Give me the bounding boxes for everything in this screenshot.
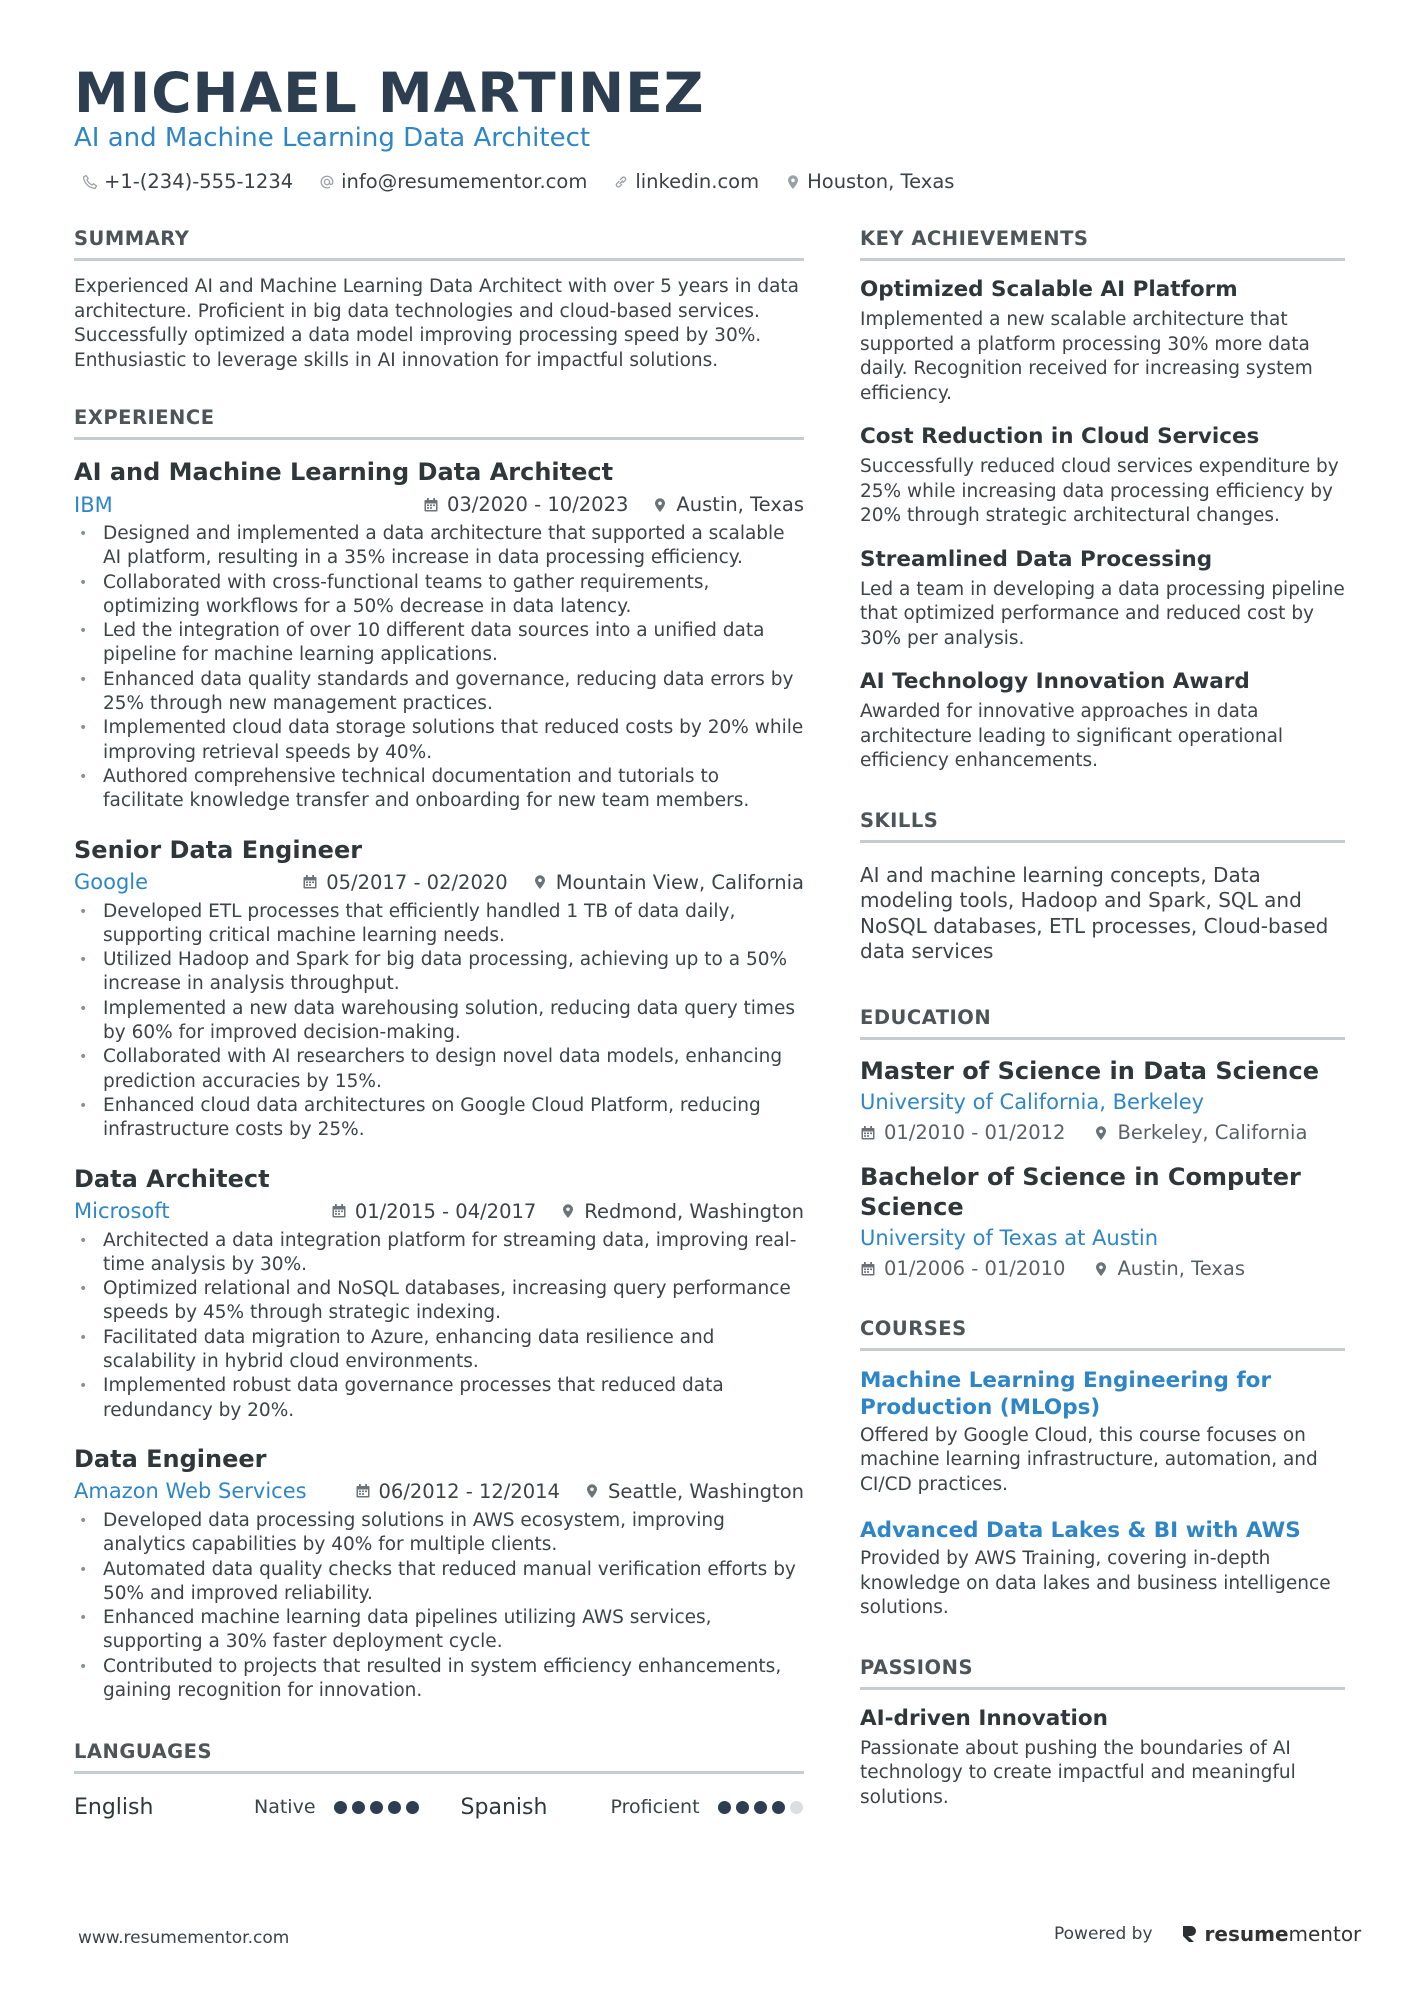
achievement-title: AI Technology Innovation Award (860, 669, 1250, 694)
contact-linkedin-text: linkedin.com (635, 170, 760, 193)
achievements-section (860, 226, 1345, 774)
at-icon (319, 174, 335, 190)
courses-section (860, 1316, 1345, 1621)
rating-dot (334, 1801, 347, 1814)
company-name: Amazon Web Services (74, 1479, 307, 1504)
job-date-location (423, 493, 804, 516)
location-icon (560, 1203, 576, 1219)
course-title: Advanced Data Lakes & BI with AWS (860, 1518, 1301, 1543)
job-meta (74, 866, 804, 899)
achievement-item (860, 275, 1345, 406)
language-rating (718, 1801, 803, 1814)
job-bullet: • Implemented cloud data storage solutions that reduced costs by 20% while improving retrieval speeds by 40%. (74, 716, 804, 765)
job-date-location (331, 1200, 804, 1223)
job-location: Austin, Texas (676, 493, 804, 516)
education-meta (860, 1118, 1345, 1148)
passion-item (860, 1704, 1345, 1811)
education-heading: EDUCATION (860, 1005, 1345, 1040)
job-bullet: • Developed data processing solutions in AWS ecosystem, improving analytics capabilities by 40% for multiple clients. (74, 1509, 804, 1558)
job-title: Senior Data Engineer (74, 835, 363, 864)
calendar-icon (860, 1261, 876, 1277)
education-school: University of Texas at Austin (860, 1225, 1159, 1250)
rating-dot (754, 1801, 767, 1814)
skills-text: AI and machine learning concepts, Data modeling tools, Hadoop and Spark, SQL and NoSQL databases, ETL processes, Cloud-based data services (860, 862, 1329, 963)
contact-email[interactable] (319, 168, 587, 196)
calendar-icon (860, 1125, 876, 1141)
company-name: Google (74, 870, 149, 895)
phone-icon (82, 174, 98, 190)
location-icon (584, 1483, 600, 1499)
job-bullet: • Contributed to projects that resulted in system efficiency enhancements, gaining recognition for innovation. (74, 1655, 804, 1704)
brand-name-rest: mentor (1288, 1922, 1362, 1946)
education-school: University of California, Berkeley (860, 1089, 1205, 1114)
job-bullet: • Implemented a new data warehousing solution, reducing data query times by 60% for improved decision-making. (74, 997, 804, 1046)
achievement-title: Optimized Scalable AI Platform (860, 277, 1238, 302)
job-entry (74, 1443, 804, 1703)
job-bullet: • Facilitated data migration to Azure, enhancing data resilience and scalability in hybrid cloud environments. (74, 1326, 804, 1375)
achievement-title: Streamlined Data Processing (860, 546, 1213, 572)
job-bullet: • Authored comprehensive technical documentation and tutorials to facilitate knowledge transfer and onboarding for new team members. (74, 765, 804, 814)
job-meta (74, 1475, 804, 1508)
location-icon (1093, 1261, 1109, 1277)
course-title: Machine Learning Engineering for Production (MLOps) (860, 1367, 1272, 1420)
contact-linkedin[interactable] (613, 168, 759, 196)
brand-name-bold: resume (1204, 1922, 1289, 1946)
language-level: Native (254, 1796, 316, 1819)
education-item (860, 1162, 1345, 1284)
achievement-text: Led a team in developing a data processing pipeline that optimized performance and reduced cost by 30% per analysis. (860, 578, 1345, 649)
job-bullet: • Collaborated with cross-functional teams to gather requirements, optimizing workflows for a 50% decrease in data latency. (74, 571, 804, 620)
rating-dot (406, 1801, 419, 1814)
summary-section (74, 226, 804, 373)
achievement-text: Implemented a new scalable architecture that supported a platform processing 30% more data daily. Recognition received for increasing system efficiency. (860, 309, 1313, 404)
calendar-icon (331, 1203, 347, 1219)
courses-heading: COURSES (860, 1316, 1345, 1351)
education-location: Austin, Texas (1117, 1257, 1246, 1280)
rating-dot (718, 1801, 731, 1814)
location-icon (532, 874, 548, 890)
link-icon (613, 174, 629, 190)
job-bullet: • Optimized relational and NoSQL databases, increasing query performance speeds by 45% through strategic indexing. (74, 1277, 804, 1326)
course-text: Offered by Google Cloud, this course focuses on machine learning infrastructure, automation, and CI/CD practices. (860, 1424, 1318, 1495)
brand-logo[interactable] (1181, 1922, 1362, 1946)
education-dates: 01/2006 - 01/2010 (884, 1257, 1066, 1280)
location-icon (652, 497, 668, 513)
job-dates: 06/2012 - 12/2014 (378, 1479, 560, 1503)
language-level: Proficient (610, 1796, 700, 1819)
job-meta (74, 1195, 804, 1228)
job-location: Redmond, Washington (584, 1199, 804, 1223)
course-text: Provided by AWS Training, covering in-depth knowledge on data lakes and business intelligence solutions. (860, 1548, 1331, 1618)
contact-email-text: info@resumementor.com (341, 170, 588, 193)
job-bullet: • Utilized Hadoop and Spark for big data processing, achieving up to a 50% increase in analysis throughput. (74, 948, 804, 997)
rating-dot (790, 1801, 803, 1814)
job-date-location (302, 871, 804, 894)
education-meta (860, 1254, 1345, 1284)
job-bullet: • Automated data quality checks that reduced manual verification efforts by 50% and improved reliability. (74, 1558, 804, 1607)
summary-text: Experienced AI and Machine Learning Data Architect with over 5 years in data architecture. Proficient in big data technologies and cloud-based services. Successfully optimized a data model improving processing speed by 30%. Enthusiastic to leverage skills in AI innovation for impactful solutions. (74, 276, 799, 371)
powered-by-label: Powered by (1054, 1924, 1153, 1944)
job-bullet: • Architected a data integration platform for streaming data, improving real-time analysis by 30%. (74, 1229, 804, 1278)
contact-phone[interactable] (82, 168, 293, 196)
candidate-name: MICHAEL MARTINEZ (74, 61, 705, 125)
job-title: AI and Machine Learning Data Architect (74, 458, 614, 486)
job-dates: 01/2015 - 04/2017 (354, 1199, 537, 1223)
job-entry (74, 834, 804, 1143)
job-meta (74, 488, 804, 521)
experience-section (74, 405, 804, 1703)
brand-mark-icon (1181, 1924, 1199, 1944)
education-section (860, 1005, 1345, 1284)
passions-section (860, 1655, 1345, 1811)
education-dates: 01/2010 - 01/2012 (884, 1121, 1066, 1144)
languages-row (74, 1790, 804, 1824)
contact-bar (82, 168, 954, 196)
achievement-item (860, 422, 1345, 529)
education-degree: Bachelor of Science in Computer Science (860, 1162, 1301, 1221)
education-degree: Master of Science in Data Science (860, 1056, 1319, 1085)
achievement-title: Cost Reduction in Cloud Services (860, 424, 1260, 449)
rating-dot (370, 1801, 383, 1814)
job-bullet: • Collaborated with AI researchers to design novel data models, enhancing prediction accuracies by 15%. (74, 1045, 804, 1094)
experience-heading: EXPERIENCE (74, 405, 804, 440)
job-bullet: • Enhanced data quality standards and governance, reducing data errors by 25% through new management practices. (74, 668, 804, 717)
languages-section (74, 1739, 804, 1824)
location-icon (1093, 1125, 1109, 1141)
achievement-item (860, 667, 1345, 774)
job-bullets (74, 522, 804, 814)
job-location: Seattle, Washington (607, 1479, 804, 1503)
rating-dot (388, 1801, 401, 1814)
achievement-item (860, 545, 1345, 652)
footer-powered (1054, 1922, 1361, 1946)
calendar-icon (423, 497, 439, 513)
location-icon (785, 174, 801, 190)
job-title: Data Engineer (74, 1444, 267, 1473)
brand-name (1205, 1922, 1362, 1946)
job-entry (74, 1163, 804, 1423)
job-title: Data Architect (74, 1164, 270, 1193)
job-bullets (74, 1229, 804, 1423)
achievements-heading: KEY ACHIEVEMENTS (860, 226, 1345, 261)
company-name: IBM (74, 492, 113, 517)
company-name: Microsoft (74, 1199, 170, 1224)
languages-heading: LANGUAGES (74, 1739, 804, 1774)
job-dates: 03/2020 - 10/2023 (446, 493, 629, 516)
passion-text: Passionate about pushing the boundaries of AI technology to create impactful and meaningful solutions. (860, 1737, 1296, 1808)
rating-dot (736, 1801, 749, 1814)
language-name: Spanish (460, 1794, 548, 1820)
job-entry (74, 456, 804, 814)
achievement-text: Successfully reduced cloud services expenditure by 25% while increasing data processing efficiency by 20% through strategic architectural changes. (860, 456, 1339, 526)
passion-title: AI-driven Innovation (860, 1705, 1108, 1731)
job-bullet: • Developed ETL processes that efficiently handled 1 TB of data daily, supporting critical machine learning needs. (74, 900, 804, 949)
education-item (860, 1056, 1345, 1148)
job-bullets (74, 900, 804, 1143)
job-location: Mountain View, California (555, 870, 804, 894)
job-date-location (355, 1480, 804, 1503)
contact-location-text: Houston, Texas (807, 170, 955, 193)
skills-section (860, 808, 1345, 965)
job-bullet: • Enhanced machine learning data pipelines utilizing AWS services, supporting a 30% faster deployment cycle. (74, 1606, 804, 1655)
calendar-icon (355, 1483, 371, 1499)
education-location: Berkeley, California (1117, 1121, 1308, 1144)
course-item (860, 1367, 1345, 1498)
contact-location (785, 168, 954, 196)
job-bullet: • Led the integration of over 10 different data sources into a unified data pipeline for machine learning applications. (74, 619, 804, 668)
job-bullets (74, 1509, 804, 1703)
summary-heading: SUMMARY (74, 226, 804, 261)
course-item (860, 1517, 1345, 1621)
right-column (860, 226, 1345, 1810)
left-column (74, 226, 804, 1824)
job-dates: 05/2017 - 02/2020 (326, 870, 508, 894)
calendar-icon (302, 874, 318, 890)
footer-website[interactable]: www.resumementor.com (78, 1928, 290, 1948)
job-bullet: • Enhanced cloud data architectures on Google Cloud Platform, reducing infrastructure costs by 25%. (74, 1094, 804, 1143)
job-bullet: • Implemented robust data governance processes that reduced data redundancy by 20%. (74, 1374, 804, 1423)
passions-heading: PASSIONS (860, 1655, 1345, 1690)
achievement-text: Awarded for innovative approaches in data architecture leading to significant operational efficiency enhancements. (860, 701, 1284, 771)
job-bullet: • Designed and implemented a data architecture that supported a scalable AI platform, resulting in a 35% increase in data processing efficiency. (74, 522, 804, 571)
rating-dot (772, 1801, 785, 1814)
language-name: English (74, 1794, 154, 1820)
rating-dot (352, 1801, 365, 1814)
candidate-title: AI and Machine Learning Data Architect (74, 123, 591, 153)
skills-heading: SKILLS (860, 808, 1345, 843)
contact-phone-text: +1-(234)-555-1234 (104, 170, 294, 193)
language-rating (334, 1801, 419, 1814)
